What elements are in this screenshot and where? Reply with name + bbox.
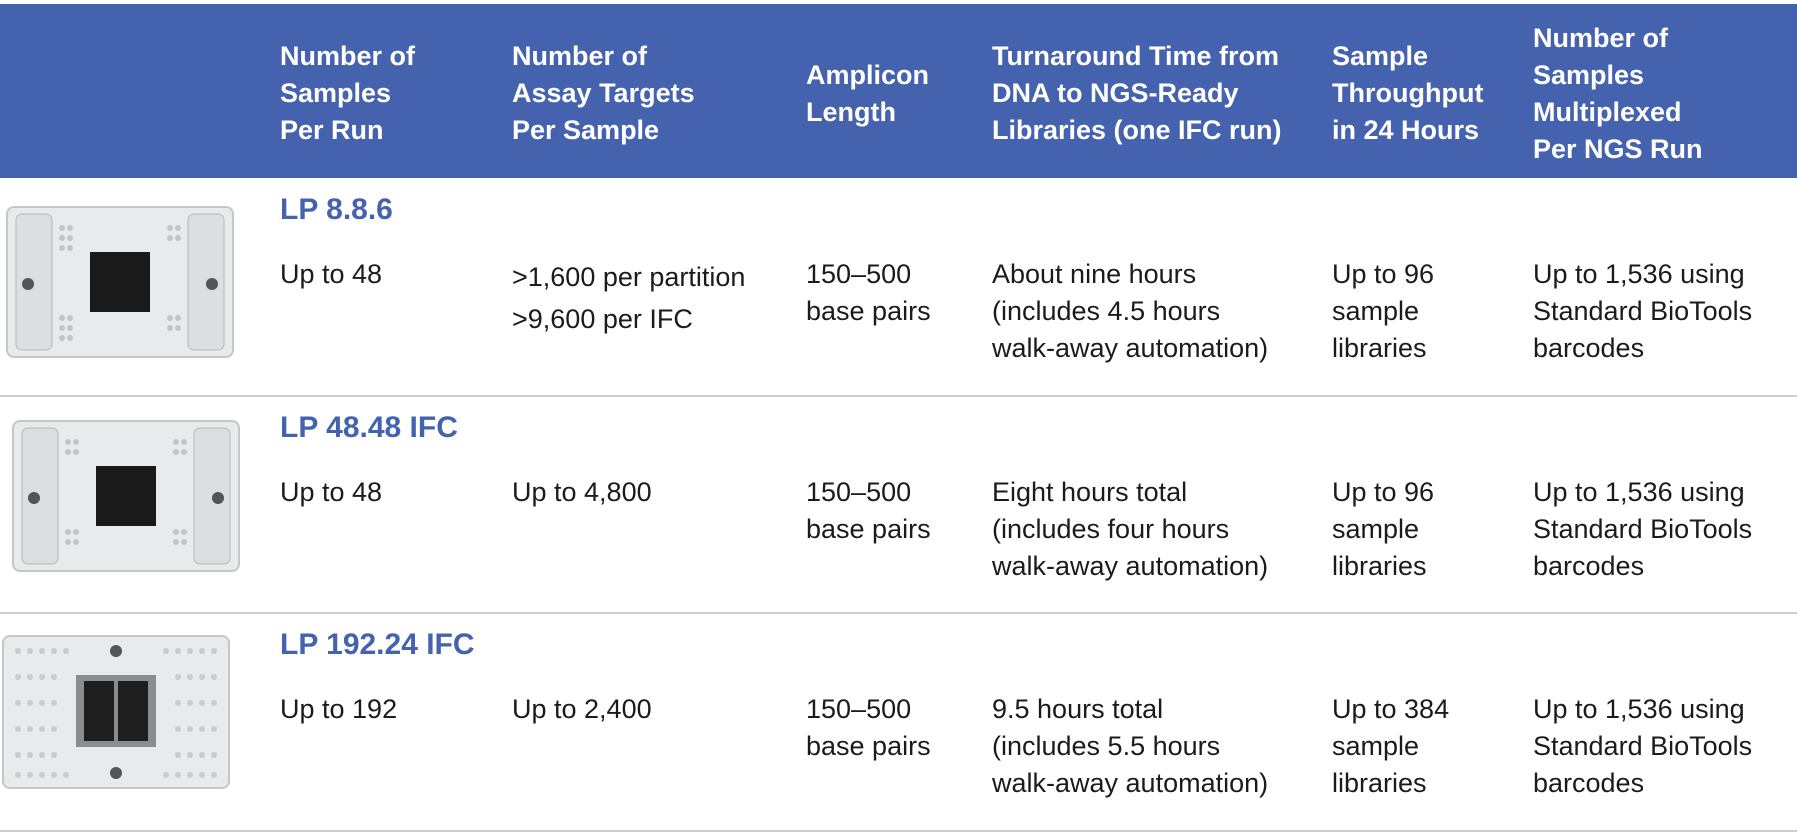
ifc-chip-icon	[6, 206, 234, 358]
multiplexed-cell: Up to 1,536 using Standard BioTools barcodes	[1533, 694, 1753, 798]
throughput-cell: Up to 96 sample libraries	[1332, 477, 1435, 581]
table-row	[0, 613, 1797, 829]
samples-per-run-cell: Up to 48	[280, 259, 383, 289]
assay-targets-cell: Up to 2,400	[512, 694, 652, 724]
product-title: LP 48.48 IFC	[280, 411, 458, 444]
turnaround-cell: Eight hours total (includes four hours walk-away automation)	[992, 477, 1269, 581]
ifc-chip-icon	[2, 635, 230, 789]
header-turnaround: Turnaround Time from DNA to NGS-Ready Libraries (one IFC run)	[992, 41, 1282, 145]
multiplexed-cell: Up to 1,536 using Standard BioTools barcodes	[1533, 259, 1753, 363]
assay-targets-cell: >1,600 per partition >9,600 per IFC	[512, 262, 746, 334]
amplicon-length-cell: 150–500 base pairs	[806, 259, 931, 326]
samples-per-run-cell: Up to 192	[280, 694, 398, 724]
ifc-chip-icon	[12, 420, 240, 572]
multiplexed-cell: Up to 1,536 using Standard BioTools barcodes	[1533, 477, 1753, 581]
samples-per-run-cell: Up to 48	[280, 477, 383, 507]
header-throughput: Sample Throughput in 24 Hours	[1332, 41, 1484, 145]
turnaround-cell: About nine hours (includes 4.5 hours walk-away automation)	[992, 259, 1269, 363]
product-title: LP 192.24 IFC	[280, 628, 475, 661]
header-samples-per-run: Number of Samples Per Run	[280, 41, 415, 145]
table-header	[0, 4, 1797, 178]
product-title: LP 8.8.6	[280, 193, 393, 226]
header-amplicon-length: Amplicon Length	[806, 60, 930, 127]
amplicon-length-cell: 150–500 base pairs	[806, 694, 931, 761]
row-divider	[0, 830, 1797, 832]
amplicon-length-cell: 150–500 base pairs	[806, 477, 931, 544]
table-row	[0, 396, 1797, 612]
assay-targets-cell: Up to 4,800	[512, 477, 652, 507]
table-row	[0, 178, 1797, 394]
turnaround-cell: 9.5 hours total (includes 5.5 hours walk-away automation)	[992, 694, 1269, 798]
throughput-cell: Up to 384 sample libraries	[1332, 694, 1450, 798]
throughput-cell: Up to 96 sample libraries	[1332, 259, 1435, 363]
header-multiplexed: Number of Samples Multiplexed Per NGS Run	[1533, 23, 1703, 164]
header-assay-targets: Number of Assay Targets Per Sample	[512, 41, 695, 145]
